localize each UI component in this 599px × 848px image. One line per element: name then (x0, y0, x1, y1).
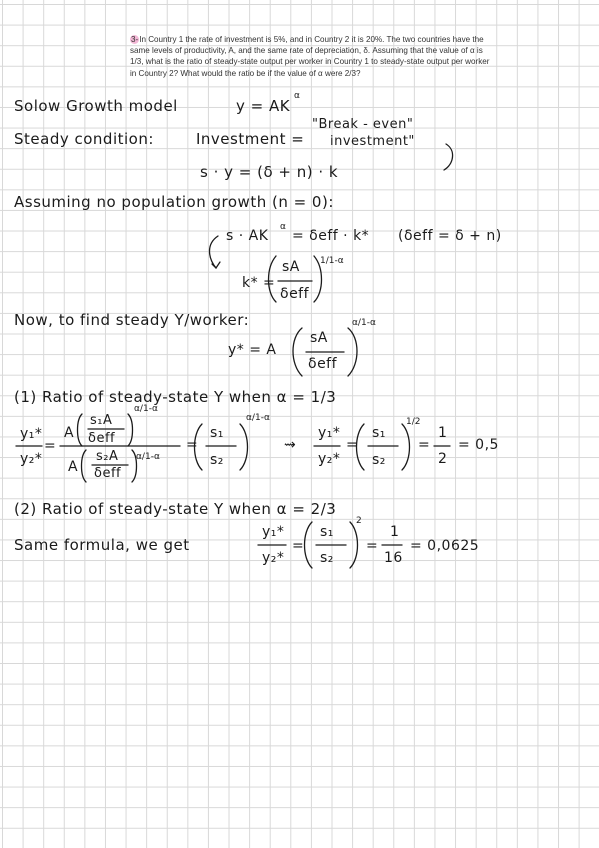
steady-state-equation: s · y = (δ + n) · k (200, 163, 339, 181)
question-body: In Country 1 the rate of investment is 5%, and in Country 2 it is 20%. The two countries have the same levels of productivity, A, and the same rate of depreciation, δ. Assuming that the value of α is 1/3, what is the ratio of steady-state output per worker in Country 1 to steady-state output per worker in Country 2? What would the ratio be if the value of α were 2/3? (130, 35, 490, 78)
paren-open-bottom (82, 450, 87, 482)
s1-exp-bottom: α/1-α (136, 452, 160, 462)
s1-s2-b: s₂ (372, 452, 386, 468)
s1-exp-top: α/1-α (134, 404, 158, 414)
equals-sign: = (292, 538, 305, 554)
output-fraction-denominator: δeff (308, 356, 338, 372)
savings-equation-lhs: s · AK (226, 228, 269, 244)
s1-y2-b: y₂* (318, 451, 341, 467)
equals-sign: = (418, 437, 431, 453)
s1-den-top: δeff (88, 431, 116, 446)
break-even-quote: "Break - even" (312, 117, 414, 132)
s2-y2: y₂* (262, 550, 285, 566)
s1-s1-b: s₁ (372, 425, 386, 441)
s1-ratio-exp: α/1-α (246, 413, 270, 423)
s2-result-num: 1 (390, 524, 400, 540)
savings-equation-rhs: = δeff · k* (292, 228, 370, 244)
equals-sign: = (346, 437, 359, 453)
s1-den-bottom: δeff (94, 466, 122, 481)
delta-eff-definition: (δeff = δ + n) (398, 228, 502, 244)
curve-arrow-head (212, 262, 220, 268)
s1-ratio-s2: s₂ (210, 452, 224, 468)
steady-label: Steady condition: (14, 130, 154, 148)
output-per-worker-text: Now, to find steady Y/worker: (14, 311, 250, 329)
no-population-growth-text: Assuming no population growth (n = 0): (14, 193, 334, 211)
section1-title: (1) Ratio of steady-state Y when α = 1/3 (14, 388, 337, 406)
paren-close-s (240, 424, 248, 470)
investment-label: Investment = (196, 130, 305, 148)
paren-open-y (293, 328, 302, 376)
s1-A-bottom: A (68, 459, 79, 475)
capital-steady-state-label: k* = (242, 275, 276, 291)
capital-fraction-denominator: δeff (280, 286, 310, 302)
s1-y1-b: y₁* (318, 425, 341, 441)
paren-open-2 (305, 522, 313, 568)
capital-fraction-numerator: sA (282, 259, 300, 275)
equals-sign: = (366, 538, 379, 554)
curve-arrow-stroke (210, 236, 219, 268)
paren-close-y (348, 328, 357, 376)
section2-title: (2) Ratio of steady-state Y when α = 2/3 (14, 500, 337, 518)
s2-result: = 0,0625 (410, 538, 480, 554)
question-text (130, 34, 490, 79)
equals-sign: = (186, 437, 199, 453)
s1-ratio-s1: s₁ (210, 425, 224, 441)
s1-exp-b: 1/2 (406, 417, 421, 427)
solow-title: Solow Growth model (14, 97, 178, 115)
bracket-stroke (444, 144, 453, 170)
s1-result: = 0,5 (458, 437, 499, 453)
solow-equation: y = AK (236, 97, 291, 115)
s1-num-top: s₁A (90, 413, 113, 428)
savings-equation-exponent: α (280, 222, 286, 232)
equals-sign: = (44, 438, 57, 454)
output-exponent: α/1-α (352, 318, 376, 328)
investment-quote: investment" (330, 134, 415, 149)
s2-exp: 2 (356, 516, 362, 526)
paren-open-top (78, 414, 83, 446)
output-steady-state-label: y* = A (228, 342, 277, 358)
question-number: 3- (131, 35, 139, 44)
capital-exponent: 1/1-α (320, 256, 344, 266)
s1-y2: y₂* (20, 451, 43, 467)
s1-A-top: A (64, 425, 75, 441)
s1-num-bottom: s₂A (96, 449, 119, 464)
s2-s1: s₁ (320, 524, 334, 540)
paren-close-top (128, 414, 133, 446)
s1-y1: y₁* (20, 426, 43, 442)
s1-result-den: 2 (438, 451, 448, 467)
output-fraction-numerator: sA (310, 330, 328, 346)
s2-s2: s₂ (320, 550, 334, 566)
section2-text: Same formula, we get (14, 536, 190, 554)
s2-result-den: 16 (384, 550, 403, 566)
s1-result-num: 1 (438, 425, 448, 441)
s1-arrow: ⇝ (284, 437, 297, 453)
paren-close-s-b (402, 424, 410, 470)
solow-exponent: α (294, 91, 300, 101)
s2-y1: y₁* (262, 524, 285, 540)
paren-close-2 (350, 522, 358, 568)
